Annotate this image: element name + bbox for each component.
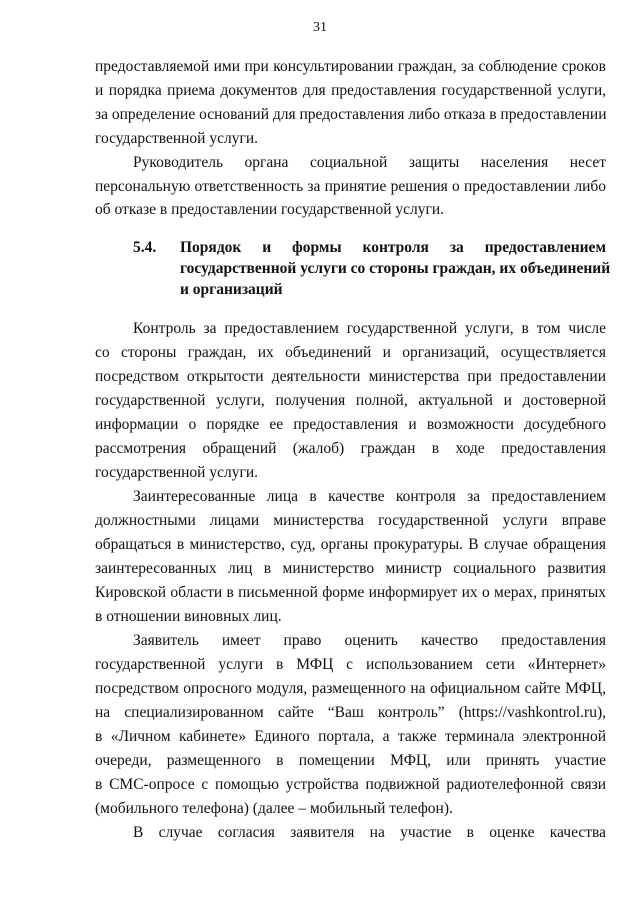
text-line: и порядка приема документов для предоставления государственной услуги, <box>95 82 606 99</box>
text-line: государственной услуги. <box>95 130 258 147</box>
text-line: персональную ответственность за принятие решения о предоставлении либо <box>95 178 606 195</box>
text-line: Руководитель органа социальной защиты населения несет <box>133 154 606 171</box>
section-title-line: и организаций <box>180 281 283 298</box>
text-line: за определение оснований для предоставления либо отказа в предоставлении <box>95 106 607 123</box>
text-line: В случае согласия заявителя на участие в оценке качества <box>133 824 606 841</box>
text-line: Кировской области в письменной форме информирует их о мерах, принятых <box>95 584 606 601</box>
text-line: Заинтересованные лица в качестве контроля за предоставлением <box>133 488 606 505</box>
text-line: обращаться в министерство, суд, органы прокуратуры. В случае обращения <box>95 536 606 553</box>
text-line: Заявитель имеет право оценить качество предоставления <box>133 632 606 649</box>
page-number: 31 <box>313 20 327 35</box>
text-line: Контроль за предоставлением государственной услуги, в том числе <box>133 320 606 337</box>
text-line: очереди, размещенного в помещении МФЦ, или принять участие <box>95 752 606 769</box>
text-line: должностными лицами министерства государственной услуги вправе <box>95 512 606 529</box>
text-line: государственной услуги в МФЦ с использованием сети «Интернет» <box>95 656 606 673</box>
text-line: со стороны граждан, их объединений и организаций, осуществляется <box>95 344 606 361</box>
text-line: государственной услуги. <box>95 464 258 481</box>
section-number: 5.4. <box>133 239 157 256</box>
text-line: заинтересованных лиц в министерство министр социального развития <box>95 560 606 577</box>
text-line: в отношении виновных лиц. <box>95 608 282 625</box>
text-line: в СМС-опросе с помощью устройства подвижной радиотелефонной связи <box>95 776 606 793</box>
text-line: на специализированном сайте “Ваш контроль” (https://vashkontrol.ru), <box>95 704 606 721</box>
text-line: посредством опросного модуля, размещенного на официальном сайте МФЦ, <box>95 680 606 697</box>
text-line: в «Личном кабинете» Единого портала, а также терминала электронной <box>95 728 606 745</box>
text-line: посредством открытости деятельности министерства при предоставлении <box>95 368 606 385</box>
text-line: рассмотрения обращений (жалоб) граждан в ходе предоставления <box>95 440 606 457</box>
section-title-line: государственной услуги со стороны граждан, их объединений <box>180 260 611 277</box>
text-line: предоставляемой ими при консультировании граждан, за соблюдение сроков <box>95 58 606 75</box>
text-line: государственной услуги, получения полной, актуальной и достоверной <box>95 392 606 409</box>
text-line: информации о порядке ее предоставления и возможности досудебного <box>95 416 606 433</box>
section-title-line: Порядок и формы контроля за предоставлением <box>180 239 606 256</box>
text-line: об отказе в предоставлении государственной услуги. <box>95 201 445 218</box>
text-line: (мобильного телефона) (далее – мобильный телефон). <box>95 800 453 817</box>
